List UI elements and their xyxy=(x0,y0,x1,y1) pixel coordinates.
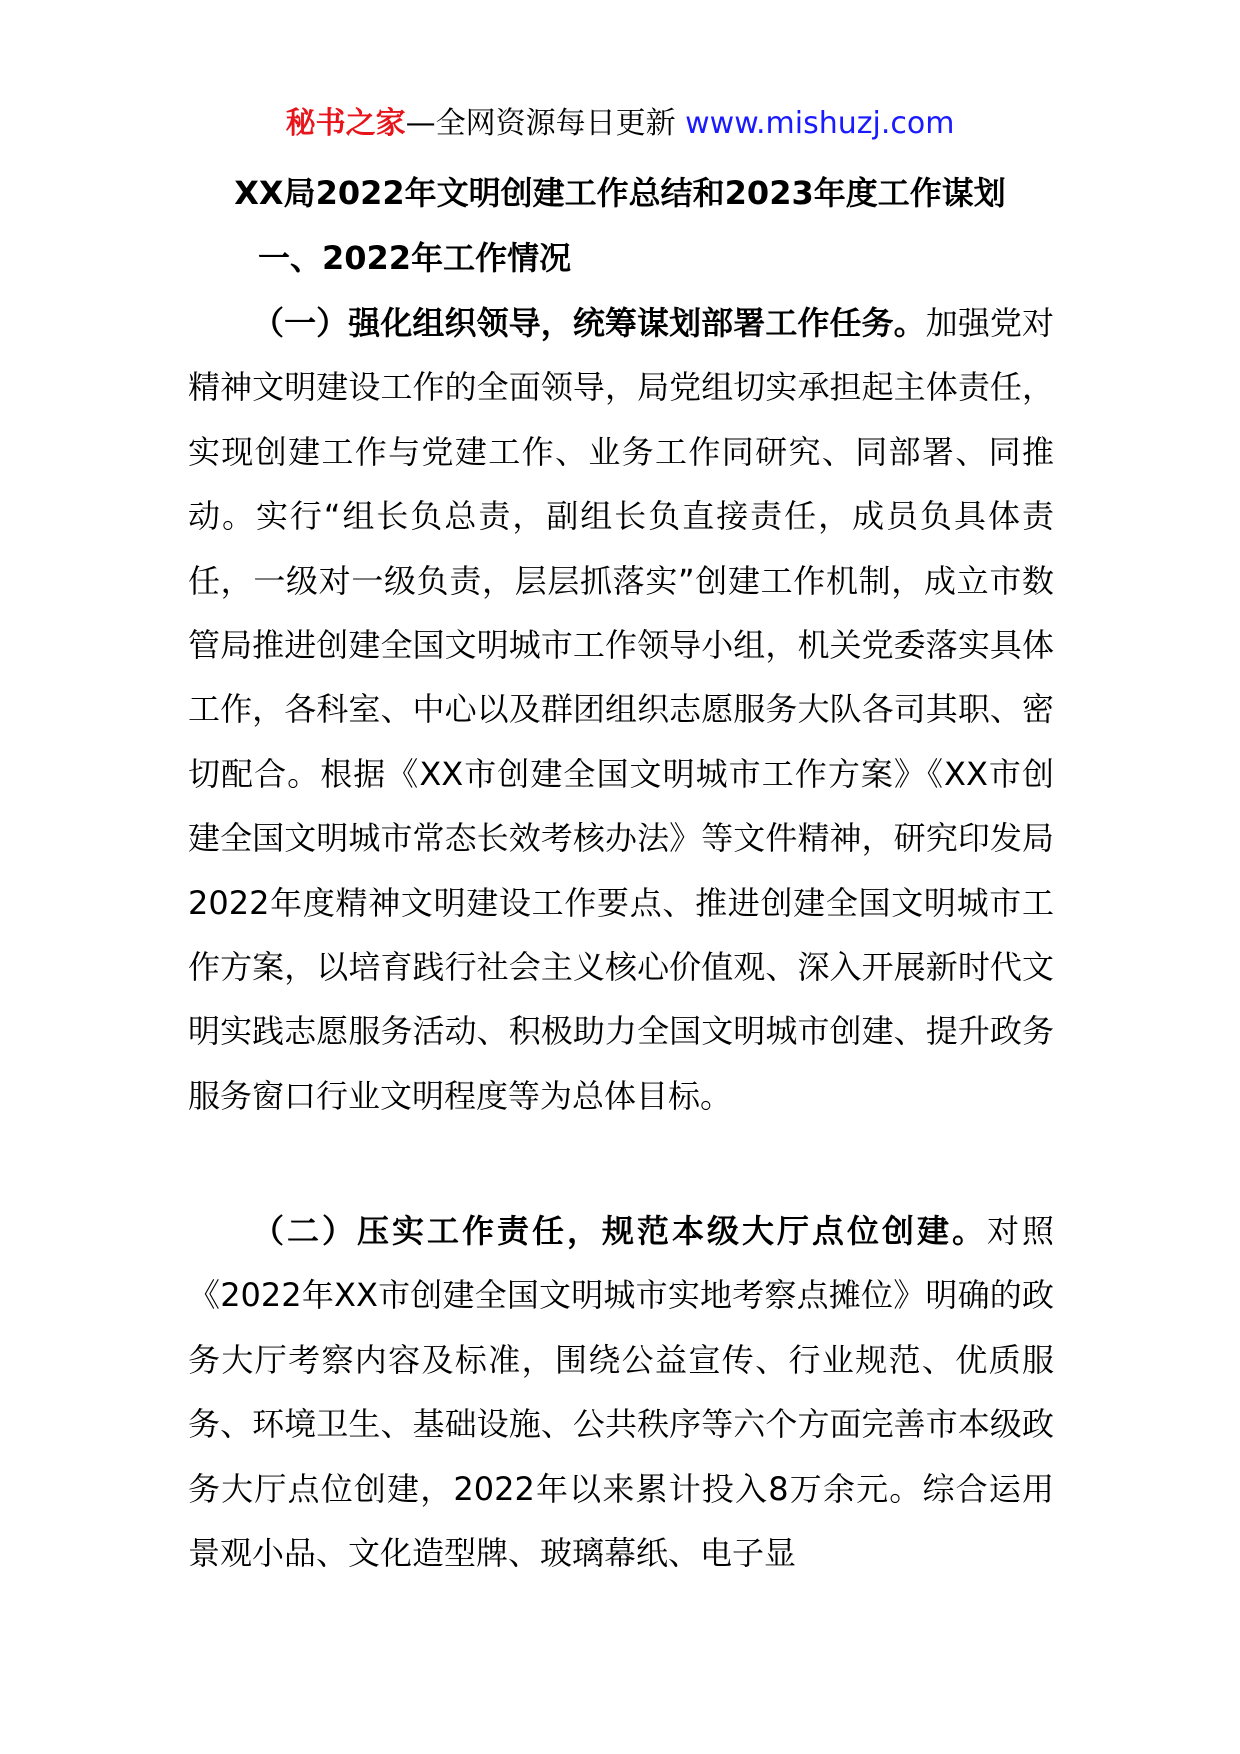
site-header xyxy=(0,104,1240,144)
site-url-link[interactable]: www.mishuzj.com xyxy=(685,106,955,141)
brand-name: 秘书之家 xyxy=(285,106,406,141)
paragraph-lead: （二）压实工作责任，规范本级大厅点位创建。 xyxy=(252,1212,987,1250)
paragraph xyxy=(188,291,1054,1128)
paragraph-lead: （一）强化组织领导，统筹谋划部署工作任务。 xyxy=(252,304,926,342)
section-heading: 一、2022年工作情况 xyxy=(258,239,572,277)
paragraph-body: 对照《2022年XX市创建全国文明城市实地考察点摊位》明确的政务大厅考察内容及标准，围绕公益宣传、行业规范、优质服务、环境卫生、基础设施、公共秩序等六个方面完善市本级政务大厅点位创建，2022年以来累计投入8万余元。综合运用景观小品、文化造型牌、玻璃幕纸、电子显 xyxy=(188,1212,1054,1573)
header-tagline: —全网资源每日更新 xyxy=(405,106,676,141)
document-title: XX局2022年文明创建工作总结和2023年度工作谋划 xyxy=(234,174,1006,212)
paragraph-body: 加强党对精神文明建设工作的全面领导，局党组切实承担起主体责任，实现创建工作与党建工作、业务工作同研究、同部署、同推动。实行“组长负总责，副组长负直接责任，成员负具体责任，一级对一级负责，层层抓落实”创建工作机制，成立市数管局推进创建全国文明城市工作领导小组，机关党委落实具体工作，各科室、中心以及群团组织志愿服务大队各司其职、密切配合。根据《XX市创建全国文明城市工作方案》《XX市创建全国文明城市常态长效考核办法》等文件精神，研究印发局2022年度精神文明建设工作要点、推进创建全国文明城市工作方案，以培育践行社会主义核心价值观、深入开展新时代文明实践志愿服务活动、积极助力全国文明城市创建、提升政务服务窗口行业文明程度等为总体目标。 xyxy=(188,304,1054,1115)
paragraph xyxy=(188,1199,1054,1585)
